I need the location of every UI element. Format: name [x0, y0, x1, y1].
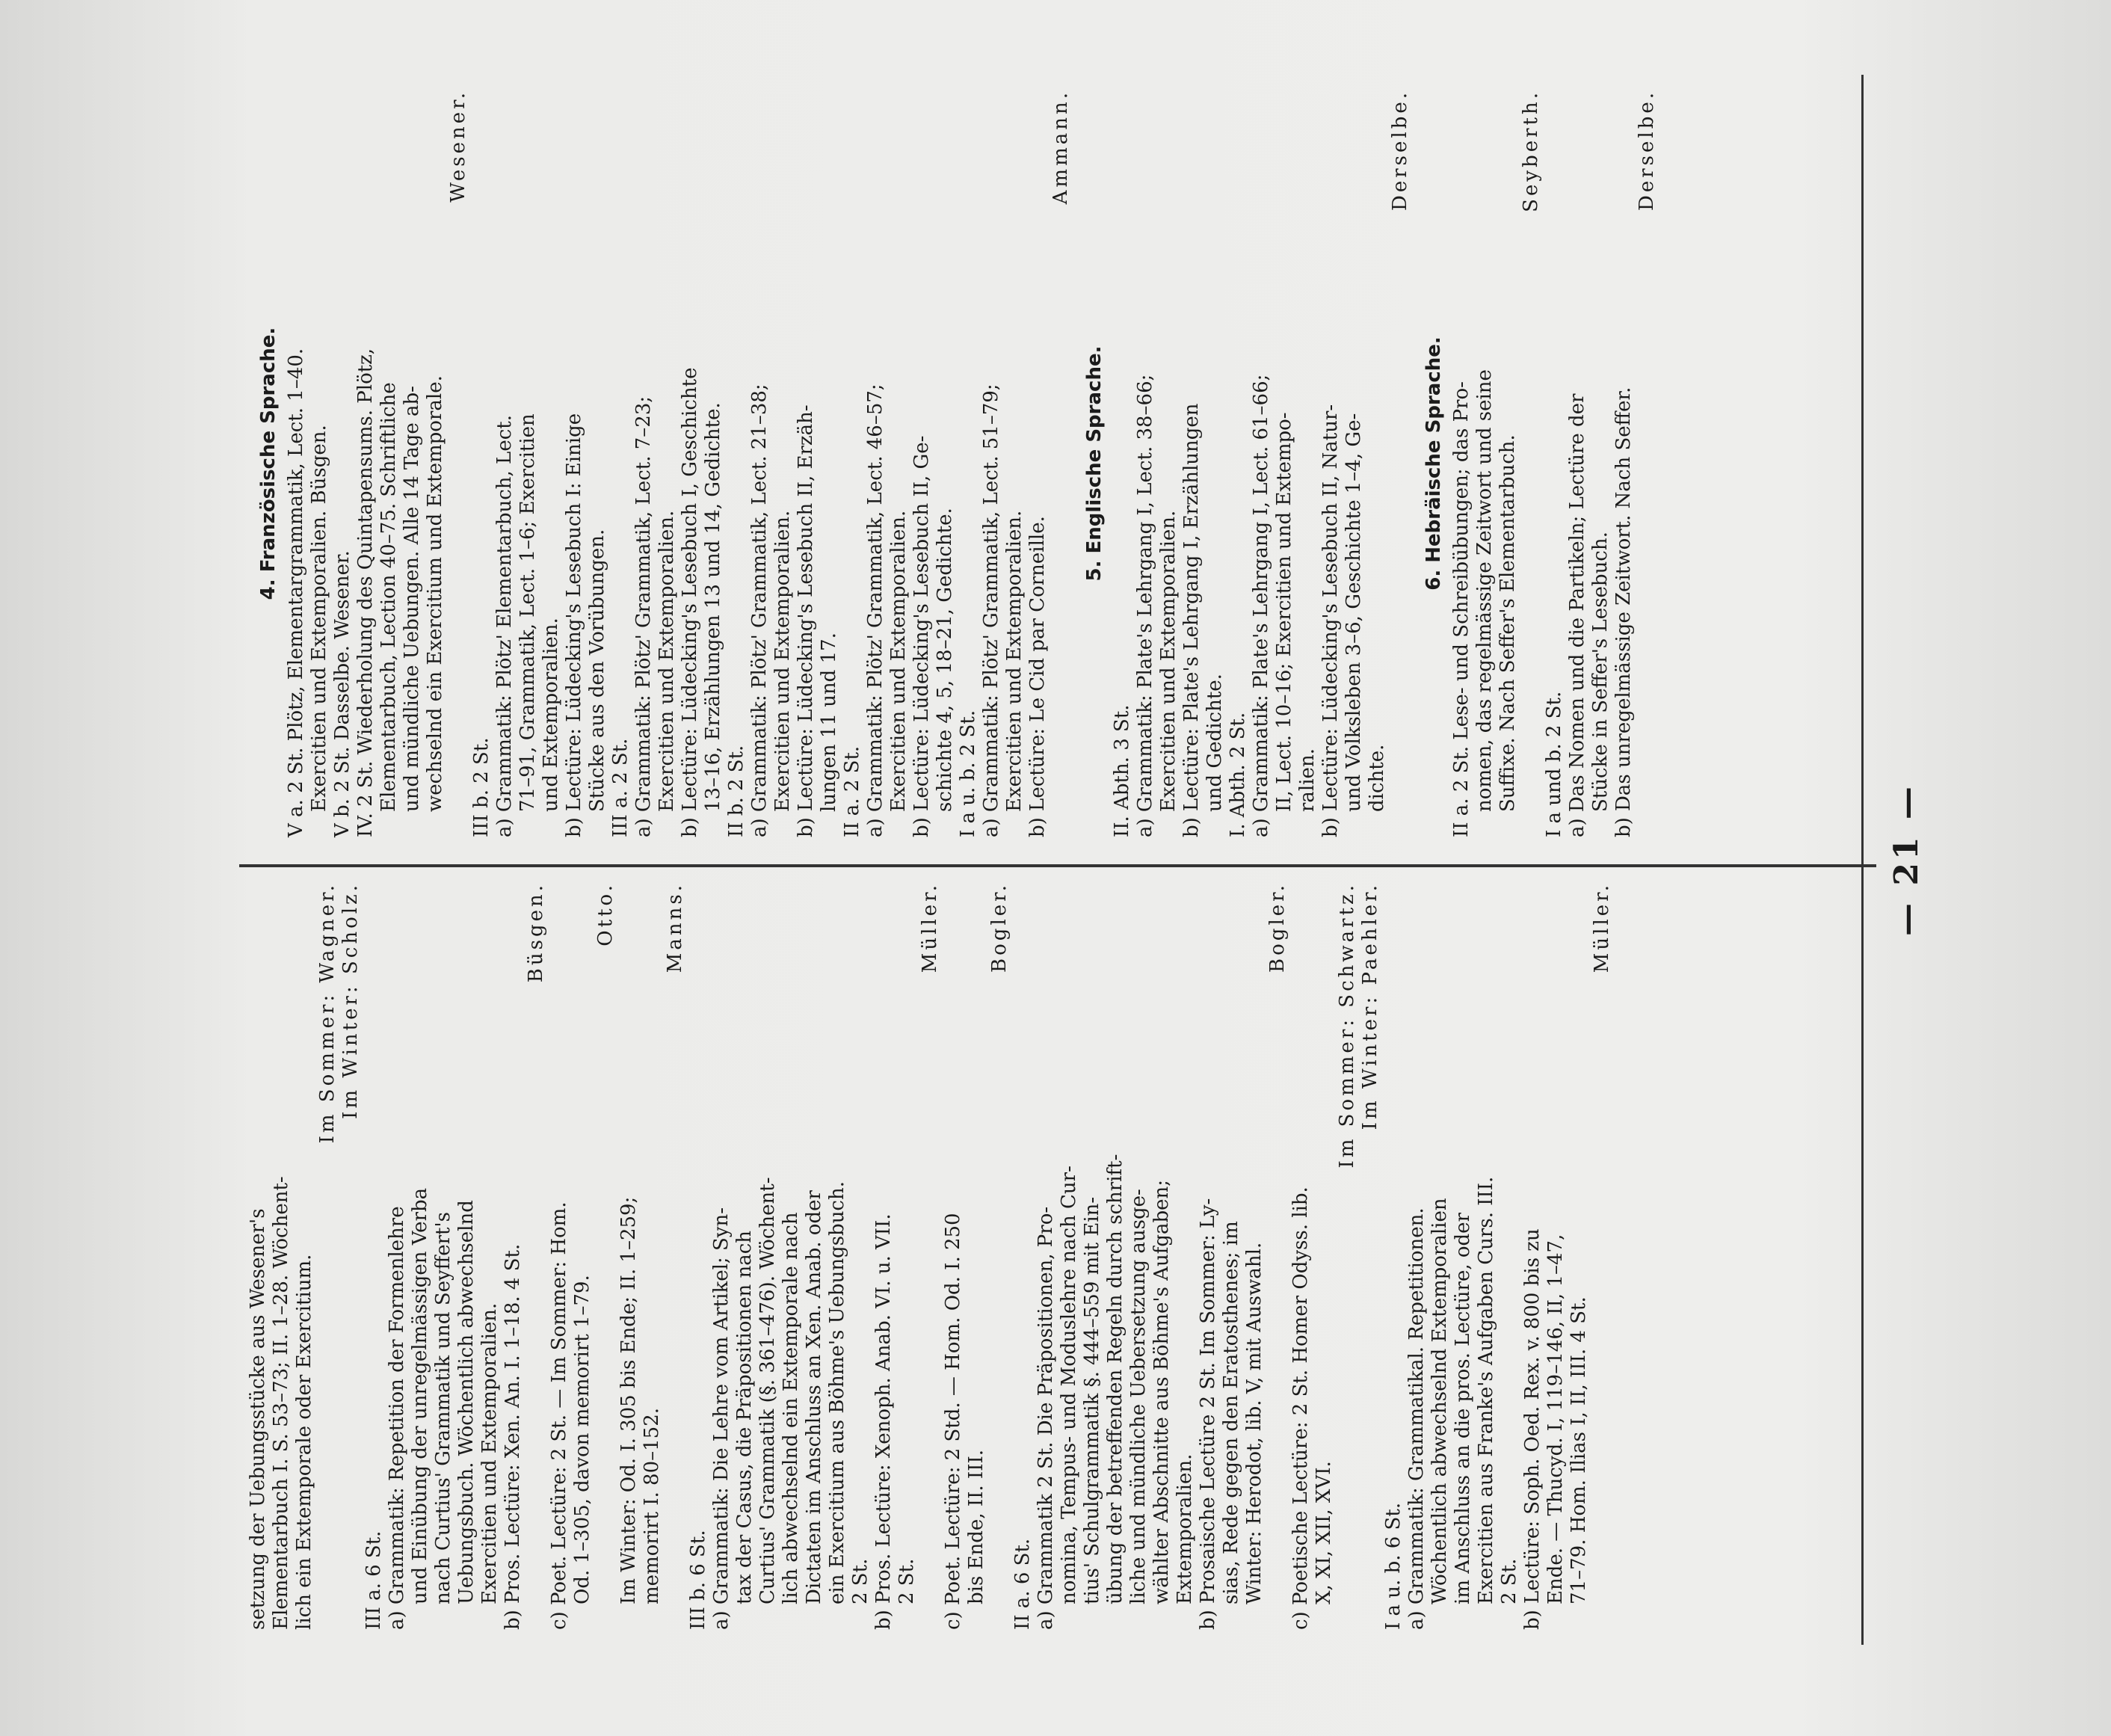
text-line: Exercitien und Extemporalien. — [771, 510, 794, 812]
text-line: Derselbe. — [1389, 90, 1411, 212]
text-line: nomina, Tempus- und Moduslehre nach Cur- — [1058, 1166, 1080, 1604]
text-line: b) Lectüre: Soph. Oed. Rex. v. 800 bis zu — [1521, 1228, 1544, 1630]
text-line: Exercitien und Extemporalien. — [478, 1302, 501, 1604]
text-line: wählter Abschnitte aus Böhme's Aufgaben; — [1150, 1179, 1173, 1604]
text-line: a) Grammatik: Die Lehre vom Artikel; Syn- — [710, 1207, 733, 1630]
text-line: Seyberth. — [1520, 90, 1542, 212]
text-line: III b. 2 St. — [470, 737, 493, 837]
text-line: Dictaten im Anschluss an Xen. Anab. oder — [803, 1190, 825, 1604]
page-number: — 21 — — [1887, 784, 1926, 936]
text-line: I a und b. 2 St. — [1543, 691, 1565, 837]
text-line: 13–16, Erzählungen 13 und 14, Gedichte. — [702, 402, 724, 812]
right-column — [247, 90, 1659, 837]
rotated-sheet — [224, 75, 1929, 1645]
text-line: lich abwechselnd ein Extemporale nach — [780, 1212, 802, 1604]
text-line: Suffixe. Nach Seffer's Elementarbuch. — [1497, 434, 1519, 812]
text-line: tax der Casus, die Präpositionen nach — [733, 1230, 756, 1604]
text-line: c) Poetische Lectüre: 2 St. Homer Odyss. lib. — [1289, 1186, 1312, 1630]
text-line: bis Ende, II. III. — [965, 1450, 987, 1604]
text-line: b) Lectüre: Lüdecking's Lesebuch II, Erzäh- — [795, 404, 817, 837]
text-line: a) Das Nomen und die Partikeln; Lectüre der — [1566, 393, 1588, 837]
text-line: Im Sommer: Schwartz. — [1336, 882, 1358, 1169]
text-line: 2 St. — [896, 1558, 918, 1604]
text-line: Exercitien und Extemporalien. Büsgen. — [308, 425, 330, 812]
text-line: und Volksleben 3–6, Geschichte 1–4, Ge- — [1343, 413, 1365, 812]
text-line: b) Lectüre: Plate's Lehrgang I, Erzählungen — [1180, 403, 1203, 837]
text-line: Müller. — [1591, 882, 1613, 973]
text-line: a) Grammatik 2 St. Die Präpositionen, Pro- — [1035, 1206, 1057, 1630]
text-line: Bogler. — [1266, 882, 1289, 973]
text-line: 71–91, Grammatik, Lect. 1–6; Exercitien — [517, 413, 539, 812]
text-line: a) Grammatik: Plate's Lehrgang I, Lect. 61–66; — [1250, 374, 1272, 837]
text-line: III a. 2 St. — [609, 738, 632, 837]
text-line: Exercitien und Extemporalien. — [887, 510, 910, 812]
text-line: Im Winter: Scholz. — [339, 882, 362, 1119]
text-line: b) Pros. Lectüre: Xenoph. Anab. VI. u. VII. — [872, 1213, 895, 1630]
text-line: 2 St. — [1498, 1558, 1520, 1604]
text-line: V b. 2 St. Dasselbe. Wesener. — [331, 550, 354, 837]
left-column — [247, 882, 1614, 1630]
text-line: a) Grammatik: Plötz' Grammatik, Lect. 7–23; — [632, 395, 655, 837]
text-line: und Extemporalien. — [540, 618, 562, 812]
text-line: Otto. — [594, 882, 617, 947]
text-line: im Anschluss an die pros. Lectüre, oder — [1452, 1213, 1474, 1604]
section-heading: 6. Hebräische Sprache. — [1423, 336, 1445, 591]
text-line: Ammann. — [1050, 90, 1072, 205]
text-line: a) Grammatik: Plötz' Grammatik, Lect. 46–57; — [864, 384, 887, 837]
text-line: Im Sommer: Wagner. — [316, 882, 339, 1144]
text-line: c) Poet. Lectüre: 2 St. — Im Sommer: Hom. — [548, 1201, 570, 1630]
text-line: setzung der Uebungsstücke aus Wesener's — [247, 1208, 269, 1630]
text-line: nach Curtius' Grammatik und Seyffert's — [432, 1212, 454, 1604]
text-line: X, XI, XII, XVI. — [1313, 1461, 1335, 1604]
text-line: Derselbe. — [1636, 90, 1658, 212]
text-line: Manns. — [664, 882, 686, 973]
text-line: sias, Rede gegen den Eratosthenes; im — [1220, 1221, 1242, 1604]
column-divider — [239, 864, 1876, 867]
text-line: Büsgen. — [525, 882, 547, 983]
text-line: Im Winter: Od. I. 305 bis Ende; II. 1–259; — [617, 1196, 640, 1604]
text-line: II a. 6 St. — [1011, 1538, 1034, 1630]
text-line: b) Lectüre: Lüdecking's Lesebuch II, Natur- — [1319, 404, 1342, 837]
text-line: und Einübung der unregelmässigen Verba — [409, 1187, 431, 1604]
text-line: Curtius' Grammatik (§. 361–476). Wöchent- — [756, 1177, 779, 1604]
text-line: Winter: Herodot, lib. V, mit Auswahl. — [1243, 1242, 1266, 1604]
text-line: II, Lect. 10–16; Exercitien und Extempo- — [1273, 412, 1295, 812]
text-line: II a. 2 St. — [841, 745, 863, 837]
text-line: a) Grammatik: Plötz' Grammatik, Lect. 51–79; — [980, 384, 1002, 837]
text-line: b) Das unregelmässige Zeitwort. Nach Seffer. — [1612, 387, 1635, 837]
text-line: wechselnd ein Exercitium und Extemporale. — [424, 375, 446, 812]
text-line: Müller. — [919, 882, 941, 973]
text-line: ein Exercitium aus Böhme's Uebungsbuch. — [826, 1181, 848, 1604]
text-line: III a. 6 St. — [363, 1530, 385, 1630]
text-line: b) Lectüre: Lüdecking's Lesebuch I: Einige — [563, 413, 585, 837]
text-line: Extemporalien. — [1174, 1453, 1196, 1604]
text-line: IV. 2 St. Wiederholung des Quintapensums. Plötz, — [354, 348, 377, 837]
text-line: Uebungsbuch. Wöchentlich abwechselnd — [455, 1200, 478, 1604]
text-line: a) Grammatik: Plate's Lehrgang I, Lect. 38–66; — [1134, 374, 1156, 837]
text-line: Od. 1–305, davon memorirt 1–79. — [571, 1275, 594, 1604]
text-line: a) Grammatik: Grammatikal. Repetitionen. — [1405, 1207, 1428, 1630]
text-line: tius' Schulgrammatik §. 444–559 mit Ein- — [1081, 1196, 1103, 1604]
text-line: und Gedichte. — [1204, 674, 1226, 812]
text-line: II a. 2 St. Lese- und Schreibübungen; das Pro- — [1450, 381, 1473, 837]
text-line: 2 St. — [849, 1558, 872, 1604]
text-line: Elementarbuch, Lection 40–75. Schriftliche — [377, 382, 400, 812]
text-line: Exercitien und Extemporalien. — [656, 510, 678, 812]
text-line: übung der betreffenden Regeln durch schrift- — [1104, 1154, 1127, 1604]
text-line: b) Lectüre: Lüdecking's Lesebuch II, Ge- — [910, 435, 933, 837]
text-line: III b. 6 St. — [687, 1530, 709, 1630]
text-line: a) Grammatik: Plötz' Grammatik, Lect. 21–38; — [748, 384, 771, 837]
text-line: Ende. — Thucyd. I, 119–146, II, 1–47, — [1544, 1234, 1567, 1604]
text-line: Bogler. — [988, 882, 1011, 973]
text-line: und mündliche Uebungen. Alle 14 Tage ab- — [401, 386, 423, 812]
text-line: Wöchentlich abwechselnd Extemporalien — [1429, 1198, 1451, 1604]
text-line: II. Abth. 3 St. — [1111, 704, 1133, 837]
text-line: II b. 2 St. — [725, 745, 748, 837]
text-line: ralien. — [1296, 748, 1319, 812]
section-heading: 4. Französische Sprache. — [257, 327, 280, 600]
text-line: Wesener. — [447, 90, 469, 203]
text-line: Exercitien aus Franke's Aufgaben Curs. III. — [1475, 1176, 1497, 1604]
text-line: b) Lectüre: Le Cid par Corneille. — [1026, 516, 1049, 837]
text-line: Exercitien und Extemporalien. — [1157, 510, 1180, 812]
text-line: b) Lectüre: Lüdecking's Lesebuch I, Geschichte — [679, 367, 701, 837]
text-line: I a u. b. 2 St. — [957, 710, 979, 837]
text-line: liche und mündliche Uebersetzung ausge- — [1127, 1189, 1150, 1604]
section-heading: 5. Englische Sprache. — [1083, 345, 1106, 582]
text-line: lich ein Extemporale oder Exercitium. — [293, 1254, 315, 1630]
text-line: Stücke aus den Vorübungen. — [586, 529, 608, 812]
text-line: b) Pros. Lectüre: Xen. An. I. 1–18. 4 St. — [502, 1243, 524, 1630]
text-line: b) Prosaische Lectüre 2 St. Im Sommer: Ly- — [1197, 1198, 1219, 1630]
text-line: c) Poet. Lectüre: 2 Std. — Hom. Od. I. 250 — [942, 1213, 964, 1630]
text-line: V a. 2 St. Plötz, Elementargrammatik, Lect. 1–40. — [285, 348, 307, 837]
text-line: a) Grammatik: Plötz' Elementarbuch, Lect. — [493, 415, 516, 837]
text-line: Stücke in Seffer's Lesebuch. — [1589, 532, 1612, 812]
text-line: I a u. b. 6 St. — [1382, 1502, 1405, 1630]
text-line: memorirt I. 80–152. — [641, 1407, 663, 1604]
header-rule — [1861, 75, 1864, 1645]
text-line: I. Abth. 2 St. — [1227, 712, 1249, 837]
text-line: dichte. — [1366, 744, 1388, 812]
text-line: lungen 11 und 17. — [818, 632, 840, 812]
text-line: Elementarbuch I. S. 53–73; II. 1–28. Wöchent- — [270, 1176, 292, 1630]
text-line: Im Winter: Paehler. — [1359, 882, 1381, 1130]
text-line: schichte 4, 5, 18–21, Gedichte. — [934, 508, 956, 812]
text-line: 71–79. Hom. Ilias I, II, III. 4 St. — [1568, 1296, 1590, 1604]
text-line: a) Grammatik: Repetition der Formenlehre — [386, 1206, 408, 1630]
text-line: nomen, das regelmässige Zeitwort und seine — [1473, 369, 1496, 812]
text-line: Exercitien und Extemporalien. — [1003, 510, 1026, 812]
